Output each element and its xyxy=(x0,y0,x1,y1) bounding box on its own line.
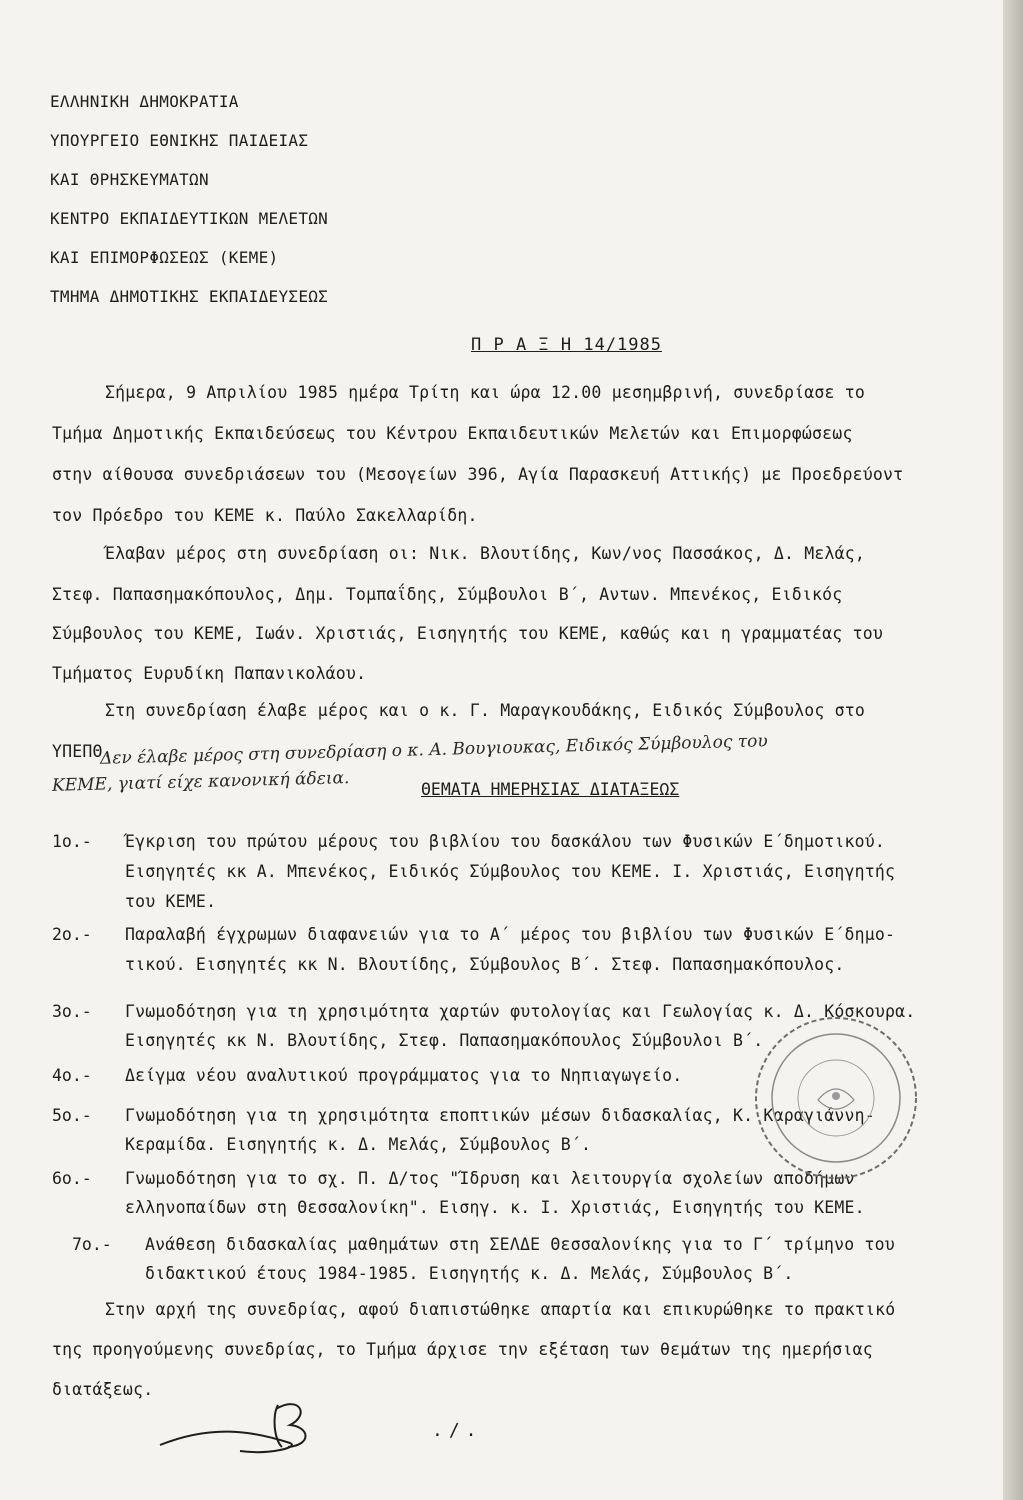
intro-line-3: στην αίθουσα συνεδριάσεων του (Μεσογείων 396, Αγία Παρασκευή Αττικής) με Προεδρεύοντ xyxy=(52,465,904,484)
agenda-item-3-line-2: Εισηγητές κκ Ν. Βλουτίδης, Στεφ. Παπασημακόπουλος Σύμβουλοι Β΄. xyxy=(125,1031,764,1050)
header-line-5: ΚΑΙ ΕΠΙΜΟΡΦΩΣΕΩΣ (ΚΕΜΕ) xyxy=(50,248,279,267)
header-line-1: ΕΛΛΗΝΙΚΗ ΔΗΜΟΚΡΑΤΙΑ xyxy=(50,92,239,111)
agenda-item-7-number: 7ο.- xyxy=(72,1235,112,1254)
intro-line-4: τον Πρόεδρο του ΚΕΜΕ κ. Παύλο Σακελλαρίδη. xyxy=(52,506,478,525)
agenda-item-2-line-2: τικού. Εισηγητές κκ Ν. Βλουτίδης, Σύμβουλος Β΄. Στεφ. Παπασημακόπουλος. xyxy=(125,955,845,974)
attendees-line-1: Έλαβαν μέρος στη συνεδρίαση οι: Νικ. Βλουτίδης, Κων/νος Πασσάκος, Δ. Μελάς, xyxy=(105,544,866,563)
agenda-item-5-line-1: Γνωμοδότηση για τη χρησιμότητα εποπτικών μέσων διδασκαλίας, Κ. Καραγιάννη- xyxy=(125,1106,875,1125)
attendees-line-3: Σύμβουλος του ΚΕΜΕ, Ιωάν. Χριστιάς, Εισηγητής του ΚΕΜΕ, καθώς και η γραμματέας του xyxy=(52,624,883,643)
closing-line-3: διατάξεως. xyxy=(52,1380,154,1399)
agenda-item-7-line-2: διδακτικού έτους 1984-1985. Εισηγητής κ. Δ. Μελάς, Σύμβουλος Β΄. xyxy=(145,1264,794,1283)
agenda-title: ΘΕΜΑΤΑ ΗΜΕΡΗΣΙΑΣ ΔΙΑΤΑΞΕΩΣ xyxy=(421,780,680,799)
header-line-4: ΚΕΝΤΡΟ ΕΚΠΑΙΔΕΥΤΙΚΩΝ ΜΕΛΕΤΩΝ xyxy=(50,209,329,228)
attendees-line-2: Στεφ. Παπασημακόπουλος, Δημ. Τομπαΐδης, Σύμβουλοι Β΄, Αντων. Μπενέκος, Ειδικός xyxy=(52,585,843,604)
agenda-item-4-line-1: Δείγμα νέου αναλυτικού προγράμματος για το Νηπιαγωγείο. xyxy=(125,1066,683,1085)
agenda-item-5-line-2: Κεραμίδα. Εισηγητής κ. Δ. Μελάς, Σύμβουλος Β΄. xyxy=(125,1135,592,1154)
intro-line-1: Σήμερα, 9 Απριλίου 1985 ημέρα Τρίτη και ώρα 12.00 μεσημβρινή, συνεδρίασε το xyxy=(105,383,866,402)
header-line-3: ΚΑΙ ΘΡΗΣΚΕΥΜΑΤΩΝ xyxy=(50,170,209,189)
attendees-line-4: Τμήματος Ευρυδίκη Παπανικολάου. xyxy=(52,664,367,683)
agenda-item-1-line-3: του ΚΕΜΕ. xyxy=(125,892,217,911)
agenda-item-7-line-1: Ανάθεση διδασκαλίας μαθημάτων στη ΣΕΛΔΕ Θεσσαλονίκης για το Γ΄ τρίμηνο του xyxy=(145,1235,895,1254)
header-line-6: ΤΜΗΜΑ ΔΗΜΟΤΙΚΗΣ ΕΚΠΑΙΔΕΥΣΕΩΣ xyxy=(50,287,329,306)
header-line-2: ΥΠΟΥΡΓΕΙΟ ΕΘΝΙΚΗΣ ΠΑΙΔΕΙΑΣ xyxy=(50,131,309,150)
agenda-item-6-line-2: ελληνοπαίδων στη Θεσσαλονίκη". Εισηγ. κ. Ι. Χριστιάς, Εισηγητής του ΚΕΜΕ. xyxy=(125,1198,865,1217)
agenda-item-2-line-1: Παραλαβή έγχρωμων διαφανειών για το Α΄ μέρος του βιβλίου των Φυσικών Ε΄δημο- xyxy=(125,925,896,944)
official-stamp xyxy=(748,1010,924,1186)
participant-line-2: ΥΠΕΠΘ. xyxy=(52,742,113,761)
signature xyxy=(150,1385,350,1465)
closing-line-1: Στην αρχή της συνεδρίας, αφού διαπιστώθηκε απαρτία και επικυρώθηκε το πρακτικό xyxy=(105,1300,896,1319)
handwritten-note-line-1: Δεν έλαβε μέρος στη συνεδρίαση ο κ. Α. Βουγιουκας, Ειδικός Σύμβουλος του xyxy=(99,731,768,769)
agenda-item-4-number: 4ο.- xyxy=(52,1066,92,1085)
closing-line-2: της προηγούμενης συνεδρίας, το Τμήμα άρχισε την εξέταση των θεμάτων της ημερήσιας xyxy=(52,1340,873,1359)
agenda-item-2-number: 2ο.- xyxy=(52,925,92,944)
agenda-item-5-number: 5ο.- xyxy=(52,1106,92,1125)
agenda-item-6-line-1: Γνωμοδότηση για το σχ. Π. Δ/τος "Ίδρυση και λειτουργία σχολείων αποδήμων xyxy=(125,1169,855,1188)
document-title: Π Ρ Α Ξ Η 14/1985 xyxy=(471,335,662,355)
participant-line-1: Στη συνεδρίαση έλαβε μέρος και ο κ. Γ. Μαραγκουδάκης, Ειδικός Σύμβουλος στο xyxy=(105,701,866,720)
page-edge-shadow xyxy=(1003,0,1023,1500)
intro-line-2: Τμήμα Δημοτικής Εκπαιδεύσεως του Κέντρου Εκπαιδευτικών Μελετών και Επιμορφώσεως xyxy=(52,424,853,443)
agenda-item-1-line-2: Εισηγητές κκ Α. Μπενέκος, Ειδικός Σύμβουλος του ΚΕΜΕ. Ι. Χριστιάς, Εισηγητής xyxy=(125,862,896,881)
agenda-item-1-number: 1ο.- xyxy=(52,832,92,851)
agenda-item-6-number: 6ο.- xyxy=(52,1169,92,1188)
page-continuation-mark: ./. xyxy=(432,1420,483,1441)
agenda-item-3-line-1: Γνωμοδότηση για τη χρησιμότητα χαρτών φυτολογίας και Γεωλογίας κ. Δ. Κόσκουρα. xyxy=(125,1002,916,1021)
agenda-item-3-number: 3ο.- xyxy=(52,1002,92,1021)
handwritten-note-line-2: ΚΕΜΕ, γιατί είχε κανονική άδεια. xyxy=(51,768,350,796)
agenda-item-1-line-1: Έγκριση του πρώτου μέρους του βιβλίου του δασκάλου των Φυσικών Ε΄δημοτικού. xyxy=(125,832,886,851)
